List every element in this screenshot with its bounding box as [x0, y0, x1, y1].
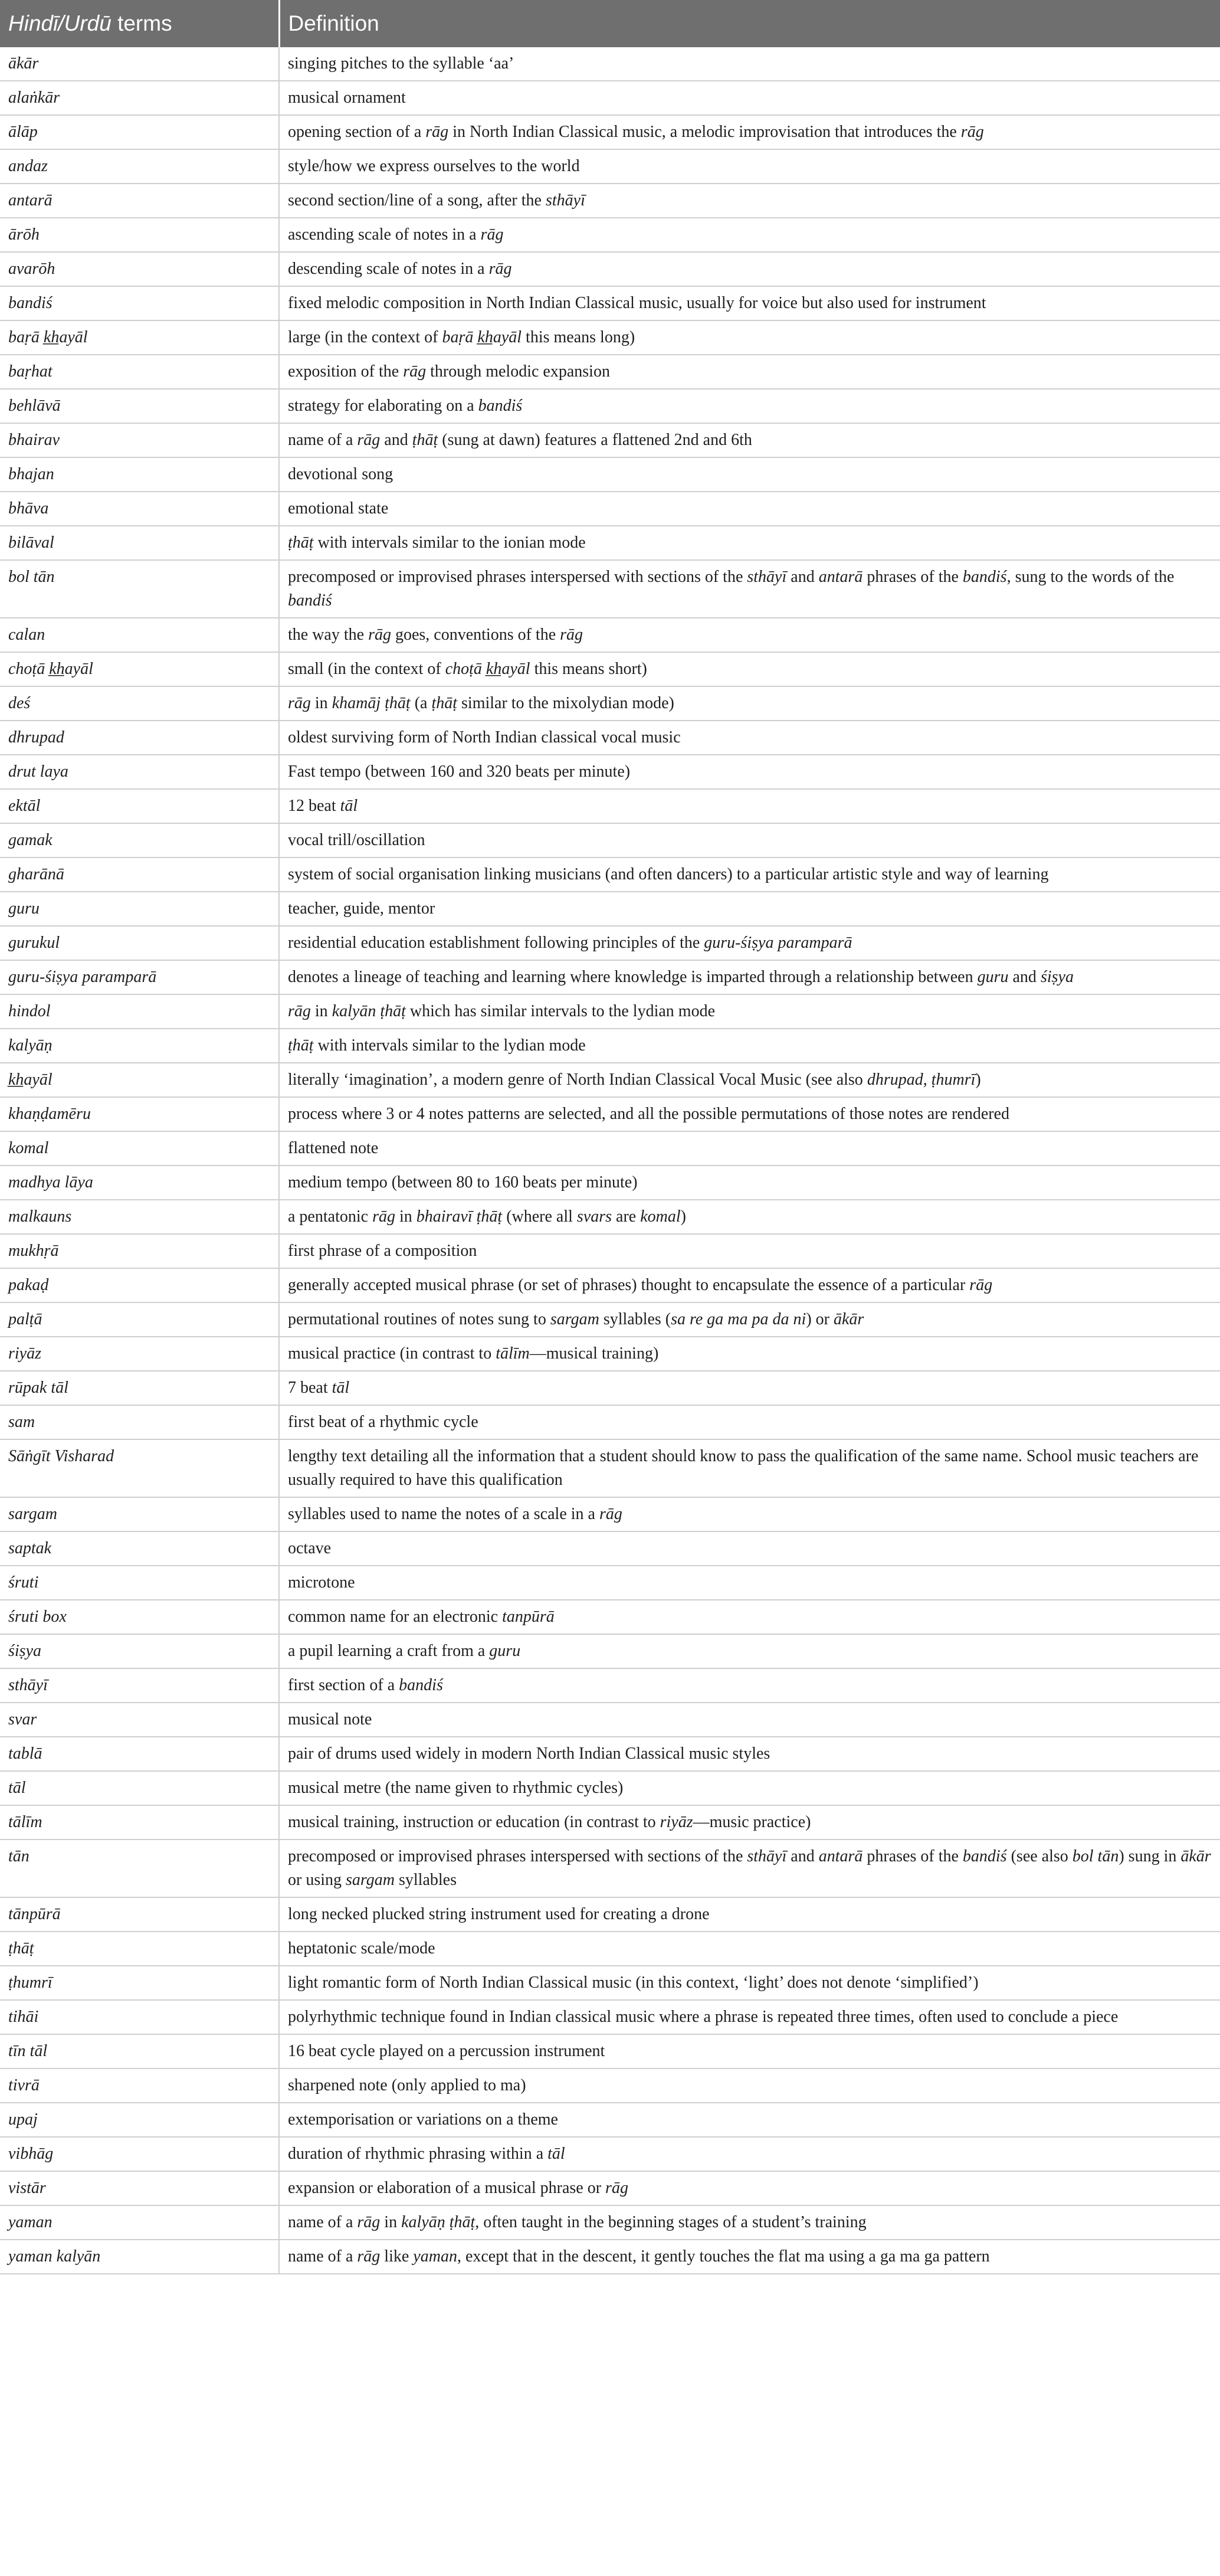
definition-cell: name of a rāg in kalyāṇ ṭhāṭ, often taught in the beginning stages of a student’s training	[279, 2205, 1220, 2240]
italic-term: guru-śiṣya paramparā	[704, 934, 852, 952]
table-row	[0, 1566, 1220, 1600]
definition-cell: ṭhāṭ with intervals similar to the ionian mode	[279, 526, 1220, 560]
table-row	[0, 2068, 1220, 2103]
term-cell: choṭā k̲h̲ayāl	[0, 652, 279, 686]
term-cell: dhrupad	[0, 721, 279, 755]
definition-cell: 12 beat tāl	[279, 789, 1220, 823]
header-definition: Definition	[279, 0, 1220, 47]
table-row	[0, 423, 1220, 457]
definition-cell: a pentatonic rāg in bhairavī ṭhāṭ (where all svars are komal)	[279, 1200, 1220, 1234]
term-cell: malkauns	[0, 1200, 279, 1234]
definition-cell: precomposed or improvised phrases interspersed with sections of the sthāyī and antarā phrases of the bandiś, sung to the words of the bandiś	[279, 560, 1220, 618]
table-row	[0, 457, 1220, 492]
italic-term: baṛā k̲h̲ayāl	[442, 328, 522, 346]
italic-term: bandiś	[962, 1847, 1007, 1865]
table-row	[0, 1805, 1220, 1839]
table-row	[0, 1097, 1220, 1131]
term-cell: tāl	[0, 1771, 279, 1805]
definition-cell: octave	[279, 1531, 1220, 1566]
definition-cell: the way the rāg goes, conventions of the rāg	[279, 618, 1220, 652]
italic-term: guru	[977, 968, 1009, 986]
italic-term: rāg	[488, 260, 512, 278]
table-row	[0, 47, 1220, 81]
definition-cell: vocal trill/oscillation	[279, 823, 1220, 857]
table-row	[0, 81, 1220, 115]
italic-term: tāl	[332, 1379, 350, 1397]
definition-cell: oldest surviving form of North Indian classical vocal music	[279, 721, 1220, 755]
term-cell: tān	[0, 1839, 279, 1897]
term-cell: ālāp	[0, 115, 279, 149]
term-cell: gurukul	[0, 926, 279, 960]
term-cell: behlāvā	[0, 389, 279, 423]
italic-term: rāg	[357, 2213, 381, 2231]
term-cell: bhairav	[0, 423, 279, 457]
term-cell: bhajan	[0, 457, 279, 492]
term-cell: ākār	[0, 47, 279, 81]
italic-term: antarā	[818, 1847, 863, 1865]
italic-term: bandiś	[478, 397, 523, 415]
italic-term: antarā	[818, 568, 863, 586]
definition-cell: large (in the context of baṛā k̲h̲ayāl this means long)	[279, 320, 1220, 355]
definition-cell: common name for an electronic tanpūrā	[279, 1600, 1220, 1634]
italic-term: rāg	[969, 1276, 993, 1294]
definition-cell: name of a rāg and ṭhāṭ (sung at dawn) features a flattened 2nd and 6th	[279, 423, 1220, 457]
italic-term: khamāj ṭhāṭ	[332, 694, 411, 712]
table-row	[0, 1966, 1220, 2000]
term-cell: bol tān	[0, 560, 279, 618]
table-row	[0, 686, 1220, 721]
definition-cell: long necked plucked string instrument used for creating a drone	[279, 1897, 1220, 1932]
table-row	[0, 252, 1220, 286]
definition-cell: syllables used to name the notes of a scale in a rāg	[279, 1497, 1220, 1531]
table-row	[0, 1737, 1220, 1771]
definition-cell: first beat of a rhythmic cycle	[279, 1405, 1220, 1439]
term-cell: madhya lāya	[0, 1166, 279, 1200]
term-cell: ṭhumrī	[0, 1966, 279, 2000]
table-row	[0, 994, 1220, 1029]
italic-term: tāl	[340, 797, 358, 815]
definition-cell: first phrase of a composition	[279, 1234, 1220, 1268]
table-row	[0, 115, 1220, 149]
definition-cell: expansion or elaboration of a musical phrase or rāg	[279, 2171, 1220, 2205]
table-row	[0, 1234, 1220, 1268]
definition-cell: strategy for elaborating on a bandiś	[279, 389, 1220, 423]
table-row	[0, 1897, 1220, 1932]
term-cell: śruti box	[0, 1600, 279, 1634]
italic-term: śiṣya	[1040, 968, 1074, 986]
term-cell: hindol	[0, 994, 279, 1029]
italic-term: svars	[576, 1207, 612, 1226]
definition-cell: extemporisation or variations on a theme	[279, 2103, 1220, 2137]
italic-term: bol tān	[1072, 1847, 1119, 1865]
term-cell: bilāval	[0, 526, 279, 560]
term-cell: drut laya	[0, 755, 279, 789]
italic-term: ṭhāṭ	[412, 431, 438, 449]
table-row	[0, 1166, 1220, 1200]
italic-term: bandiś	[288, 591, 332, 610]
term-cell: tihāi	[0, 2000, 279, 2034]
table-row	[0, 2171, 1220, 2205]
term-cell: ektāl	[0, 789, 279, 823]
definition-cell: Fast tempo (between 160 and 320 beats per minute)	[279, 755, 1220, 789]
italic-term: sthāyī	[545, 191, 585, 210]
table-row	[0, 789, 1220, 823]
italic-term: ākār	[833, 1310, 864, 1328]
italic-term: rāg	[357, 431, 381, 449]
term-cell: yaman	[0, 2205, 279, 2240]
italic-term: ṭhāṭ	[431, 694, 458, 712]
definition-cell: devotional song	[279, 457, 1220, 492]
table-row	[0, 526, 1220, 560]
definition-cell: descending scale of notes in a rāg	[279, 252, 1220, 286]
table-row	[0, 960, 1220, 994]
table-row	[0, 1600, 1220, 1634]
italic-term: rāg	[425, 123, 449, 141]
definition-cell: name of a rāg like yaman, except that in the descent, it gently touches the flat ma using a ga ma ga pattern	[279, 2240, 1220, 2274]
term-cell: bhāva	[0, 492, 279, 526]
definition-cell: flattened note	[279, 1131, 1220, 1166]
table-row	[0, 1200, 1220, 1234]
table-row	[0, 823, 1220, 857]
italic-term: komal	[640, 1207, 681, 1226]
italic-term: rāg	[605, 2179, 628, 2197]
definition-cell: singing pitches to the syllable ‘aa’	[279, 47, 1220, 81]
term-cell: yaman kalyān	[0, 2240, 279, 2274]
term-cell: antarā	[0, 184, 279, 218]
italic-term: rāg	[288, 1002, 311, 1020]
table-row	[0, 1268, 1220, 1302]
table-row	[0, 2000, 1220, 2034]
definition-cell: a pupil learning a craft from a guru	[279, 1634, 1220, 1668]
term-cell: śruti	[0, 1566, 279, 1600]
italic-term: sargam	[346, 1871, 395, 1889]
term-cell: tālīm	[0, 1805, 279, 1839]
definition-cell: literally ‘imagination’, a modern genre of North Indian Classical Vocal Music (see also dhrupad, ṭhumrī)	[279, 1063, 1220, 1097]
definition-cell: musical ornament	[279, 81, 1220, 115]
term-cell: palṭā	[0, 1302, 279, 1337]
definition-cell: second section/line of a song, after the sthāyī	[279, 184, 1220, 218]
table-row	[0, 286, 1220, 320]
italic-term: choṭā k̲h̲ayāl	[445, 660, 530, 678]
table-row	[0, 755, 1220, 789]
table-header	[0, 0, 1220, 47]
definition-cell: light romantic form of North Indian Classical music (in this context, ‘light’ does not denote ‘simplified’)	[279, 1966, 1220, 2000]
definition-cell: fixed melodic composition in North Indian Classical music, usually for voice but also used for instrument	[279, 286, 1220, 320]
definition-cell: small (in the context of choṭā k̲h̲ayāl this means short)	[279, 652, 1220, 686]
table-row	[0, 1131, 1220, 1166]
term-cell: śiṣya	[0, 1634, 279, 1668]
italic-term: ṭhumrī	[931, 1071, 976, 1089]
term-cell: vibhāg	[0, 2137, 279, 2171]
table-row	[0, 1771, 1220, 1805]
table-row	[0, 2205, 1220, 2240]
definition-cell: musical metre (the name given to rhythmic cycles)	[279, 1771, 1220, 1805]
term-cell: deś	[0, 686, 279, 721]
italic-term: ākār	[1180, 1847, 1211, 1865]
definition-cell: microtone	[279, 1566, 1220, 1600]
italic-term: bhairavī ṭhāṭ	[416, 1207, 503, 1226]
term-cell: tānpūrā	[0, 1897, 279, 1932]
term-cell: gharānā	[0, 857, 279, 892]
table-row	[0, 1439, 1220, 1497]
table-row	[0, 1063, 1220, 1097]
definition-cell: medium tempo (between 80 to 160 beats per minute)	[279, 1166, 1220, 1200]
header-term	[0, 0, 279, 47]
definition-cell: first section of a bandiś	[279, 1668, 1220, 1703]
definition-cell: pair of drums used widely in modern North Indian Classical music styles	[279, 1737, 1220, 1771]
italic-term: sthāyī	[747, 568, 787, 586]
table-row	[0, 2034, 1220, 2068]
definition-cell: 7 beat tāl	[279, 1371, 1220, 1405]
term-cell: baṛhat	[0, 355, 279, 389]
term-cell: riyāz	[0, 1337, 279, 1371]
term-cell: svar	[0, 1703, 279, 1737]
italic-term: tanpūrā	[502, 1608, 555, 1626]
table-row	[0, 1839, 1220, 1897]
definition-cell: ṭhāṭ with intervals similar to the lydian mode	[279, 1029, 1220, 1063]
table-row	[0, 1703, 1220, 1737]
term-cell: baṛā k̲h̲ayāl	[0, 320, 279, 355]
term-cell: tivrā	[0, 2068, 279, 2103]
definition-cell: ascending scale of notes in a rāg	[279, 218, 1220, 252]
definition-cell: lengthy text detailing all the information that a student should know to pass the qualification of the same name. School music teachers are usually required to have this qualification	[279, 1439, 1220, 1497]
italic-term: bandiś	[399, 1676, 443, 1694]
italic-term: tālīm	[496, 1344, 530, 1363]
table-row	[0, 1405, 1220, 1439]
italic-term: rāg	[288, 694, 311, 712]
italic-term: rāg	[403, 362, 427, 381]
table-row	[0, 1932, 1220, 1966]
term-cell: bandiś	[0, 286, 279, 320]
table-row	[0, 892, 1220, 926]
italic-term: yaman	[413, 2247, 457, 2266]
header-term-lang: Hindī/Urdū	[8, 11, 111, 35]
table-row	[0, 2137, 1220, 2171]
table-row	[0, 1634, 1220, 1668]
term-cell: vistār	[0, 2171, 279, 2205]
term-cell: tīn tāl	[0, 2034, 279, 2068]
table-row	[0, 1531, 1220, 1566]
italic-term: dhrupad	[867, 1071, 923, 1089]
definition-cell: musical practice (in contrast to tālīm—musical training)	[279, 1337, 1220, 1371]
definition-cell: permutational routines of notes sung to sargam syllables (sa re ga ma pa da ni) or ākār	[279, 1302, 1220, 1337]
term-cell: sthāyī	[0, 1668, 279, 1703]
table-row	[0, 389, 1220, 423]
term-cell: khaṇḍamēru	[0, 1097, 279, 1131]
definition-cell: teacher, guide, mentor	[279, 892, 1220, 926]
italic-term: guru	[489, 1642, 521, 1660]
table-row	[0, 1337, 1220, 1371]
definition-cell: rāg in khamāj ṭhāṭ (a ṭhāṭ similar to the mixolydian mode)	[279, 686, 1220, 721]
term-cell: gamak	[0, 823, 279, 857]
italic-term: rāg	[960, 123, 984, 141]
term-cell: tablā	[0, 1737, 279, 1771]
definition-cell: sharpened note (only applied to ma)	[279, 2068, 1220, 2103]
table-row	[0, 721, 1220, 755]
term-cell: sargam	[0, 1497, 279, 1531]
definition-cell: generally accepted musical phrase (or set of phrases) thought to encapsulate the essence of a particular rāg	[279, 1268, 1220, 1302]
italic-term: rāg	[480, 225, 504, 244]
definition-cell: opening section of a rāg in North Indian Classical music, a melodic improvisation that introduces the rāg	[279, 115, 1220, 149]
table-row	[0, 2240, 1220, 2274]
term-cell: calan	[0, 618, 279, 652]
table-row	[0, 1371, 1220, 1405]
table-row	[0, 652, 1220, 686]
definition-cell: musical training, instruction or education (in contrast to riyāz—music practice)	[279, 1805, 1220, 1839]
definition-cell: exposition of the rāg through melodic expansion	[279, 355, 1220, 389]
term-cell: Sāṅgīt Visharad	[0, 1439, 279, 1497]
term-cell: guru-śiṣya paramparā	[0, 960, 279, 994]
term-cell: sam	[0, 1405, 279, 1439]
table-row	[0, 926, 1220, 960]
term-cell: mukhṛā	[0, 1234, 279, 1268]
term-cell: ārōh	[0, 218, 279, 252]
term-cell: guru	[0, 892, 279, 926]
definition-cell: duration of rhythmic phrasing within a tāl	[279, 2137, 1220, 2171]
definition-cell: heptatonic scale/mode	[279, 1932, 1220, 1966]
table-row	[0, 149, 1220, 184]
table-row	[0, 857, 1220, 892]
term-cell: kalyāṇ	[0, 1029, 279, 1063]
italic-term: rāg	[357, 2247, 381, 2266]
definition-cell: musical note	[279, 1703, 1220, 1737]
italic-term: rāg	[372, 1207, 395, 1226]
definition-cell: rāg in kalyān ṭhāṭ which has similar intervals to the lydian mode	[279, 994, 1220, 1029]
italic-term: sa re ga ma pa da ni	[671, 1310, 806, 1328]
table-row	[0, 218, 1220, 252]
definition-cell: style/how we express ourselves to the world	[279, 149, 1220, 184]
term-cell: saptak	[0, 1531, 279, 1566]
italic-term: rāg	[560, 626, 583, 644]
italic-term: rāg	[599, 1505, 622, 1523]
term-cell: komal	[0, 1131, 279, 1166]
table-row	[0, 2103, 1220, 2137]
term-cell: k̲h̲ayāl	[0, 1063, 279, 1097]
table-row	[0, 560, 1220, 618]
term-cell: avarōh	[0, 252, 279, 286]
term-cell: upaj	[0, 2103, 279, 2137]
term-cell: andaz	[0, 149, 279, 184]
term-cell: pakaḍ	[0, 1268, 279, 1302]
definition-cell: precomposed or improvised phrases interspersed with sections of the sthāyī and antarā phrases of the bandiś (see also bol tān) sung in ākār or using sargam syllables	[279, 1839, 1220, 1897]
table-body	[0, 47, 1220, 2274]
italic-term: sargam	[550, 1310, 599, 1328]
definition-cell: system of social organisation linking musicians (and often dancers) to a particular artistic style and way of learning	[279, 857, 1220, 892]
term-cell: alaṅkār	[0, 81, 279, 115]
table-row	[0, 618, 1220, 652]
definition-cell: residential education establishment following principles of the guru-śiṣya paramparā	[279, 926, 1220, 960]
definition-cell: denotes a lineage of teaching and learning where knowledge is imparted through a relationship between guru and śiṣya	[279, 960, 1220, 994]
table-row	[0, 355, 1220, 389]
italic-term: bandiś	[962, 568, 1007, 586]
italic-term: kalyāṇ ṭhāṭ	[401, 2213, 475, 2231]
header-term-suffix: terms	[111, 11, 172, 35]
italic-term: riyāz	[660, 1813, 693, 1831]
term-cell: ṭhāṭ	[0, 1932, 279, 1966]
italic-term: ṭhāṭ	[288, 1036, 314, 1055]
definition-cell: process where 3 or 4 notes patterns are selected, and all the possible permutations of those notes are rendered	[279, 1097, 1220, 1131]
table-row	[0, 492, 1220, 526]
table-row	[0, 320, 1220, 355]
table-row	[0, 1497, 1220, 1531]
italic-term: ṭhāṭ	[288, 533, 314, 552]
definition-cell: emotional state	[279, 492, 1220, 526]
table-row	[0, 1302, 1220, 1337]
italic-term: kalyān ṭhāṭ	[332, 1002, 406, 1020]
table-row	[0, 1668, 1220, 1703]
italic-term: tāl	[547, 2145, 565, 2163]
header-row	[0, 0, 1220, 47]
italic-term: rāg	[368, 626, 391, 644]
definition-cell: polyrhythmic technique found in Indian classical music where a phrase is repeated three times, often used to conclude a piece	[279, 2000, 1220, 2034]
italic-term: sthāyī	[747, 1847, 787, 1865]
table-row	[0, 1029, 1220, 1063]
definition-cell: 16 beat cycle played on a percussion instrument	[279, 2034, 1220, 2068]
table-row	[0, 184, 1220, 218]
term-cell: rūpak tāl	[0, 1371, 279, 1405]
